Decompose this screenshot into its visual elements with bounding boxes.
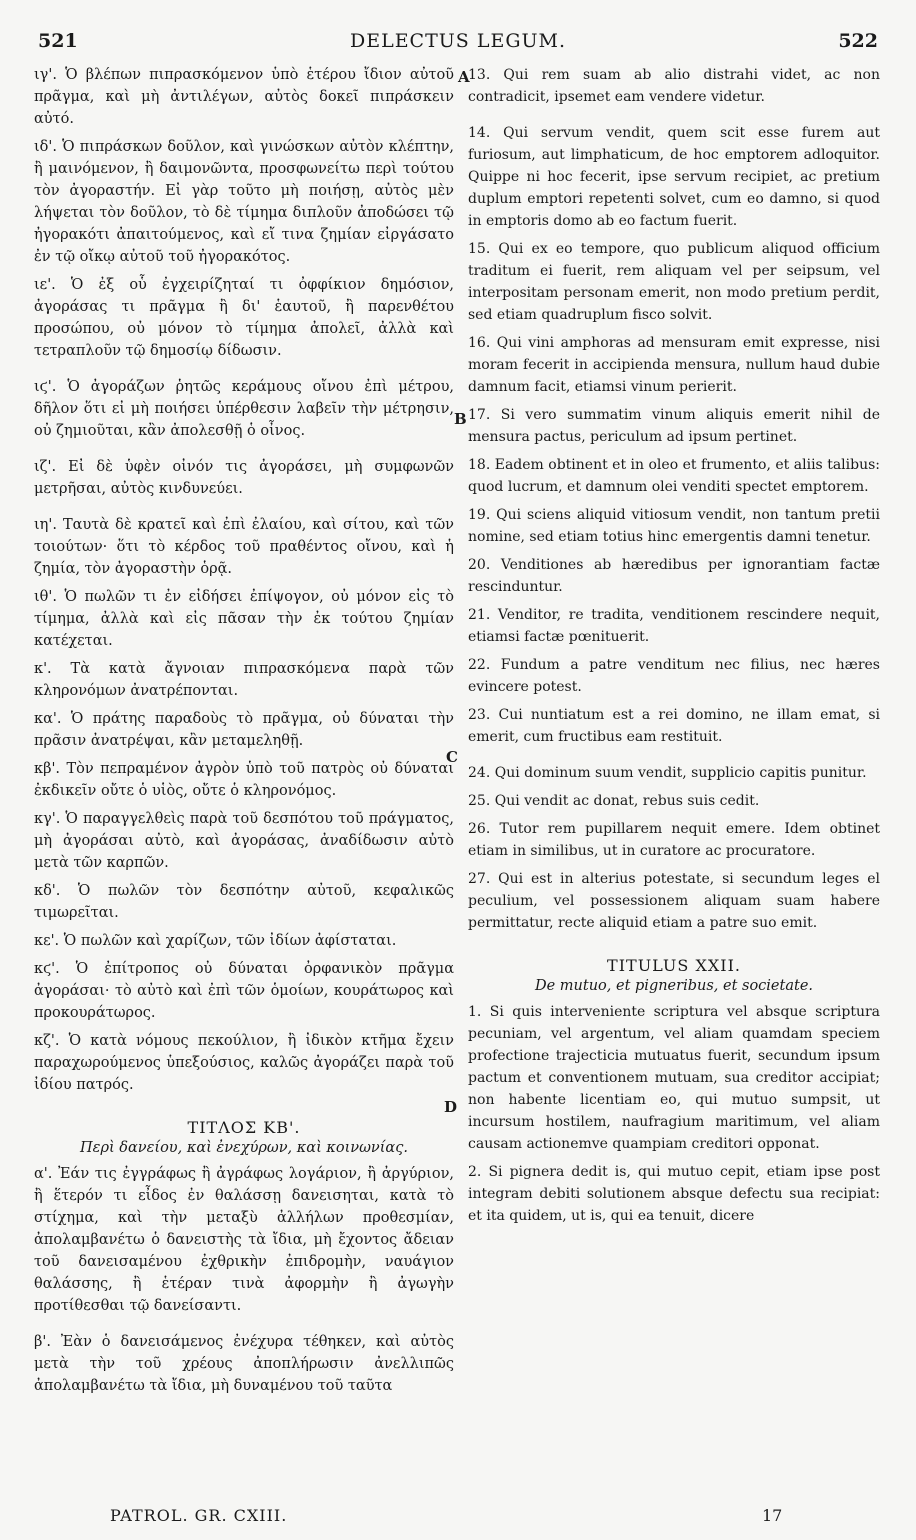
running-header <box>0 30 916 56</box>
greek-paragraph: κδ'. Ὁ πωλῶν τὸν δεσπότην αὐτοῦ, κεφαλικῶς τιμωρεῖται. <box>34 883 454 921</box>
greek-paragraph: κγ'. Ὁ παραγγελθεὶς παρὰ τοῦ δεσπότου τοῦ πράγματος, μὴ ἀγοράσαι αὐτὸ, καὶ ἀγοράσας, ἀναδίδωσιν αὐτὸ μετὰ τῶν καρπῶν. <box>34 811 454 871</box>
latin-paragraph: 18. Eadem obtinent et in oleo et frumento, et aliis talibus: quod lucrum, et damnum olei venditi spectet emptorem. <box>468 457 880 495</box>
margin-letter-d: D <box>444 1098 458 1116</box>
latin-paragraph: 25. Qui vendit ac donat, rebus suis cedit. <box>468 793 760 809</box>
page-number-left: 521 <box>38 30 78 52</box>
running-title: DELECTUS LEGUM. <box>349 30 567 52</box>
greek-title-block <box>34 1118 454 1159</box>
latin-paragraph: 21. Venditor, re tradita, venditionem rescindere nequit, etiamsi factæ pœnituerit. <box>468 607 880 645</box>
greek-paragraph: κ'. Τὰ κατὰ ἄγνοιαν πιπρασκόμενα παρὰ τῶν κληρονόμων ἀνατρέπονται. <box>34 661 454 699</box>
greek-paragraph: ιγ'. Ὁ βλέπων πιπρασκόμενον ὑπὸ ἑτέρου ἴδιον αὐτοῦ πρᾶγμα, καὶ μὴ ἀντιλέγων, αὐτὸς δοκεῖ πιπράσκειν αὐτό. <box>34 67 454 127</box>
latin-paragraph: 16. Qui vini amphoras ad mensuram emit expresse, nisi moram fecerit in accipienda mensura, nullum haud dubie damnum facit, etiamsi vinum perierit. <box>468 335 880 395</box>
margin-letter-b: B <box>454 410 467 428</box>
printer-signature: PATROL. GR. CXIII. <box>110 1506 288 1525</box>
latin-paragraph: 1. Si quis interveniente scriptura vel absque scriptura pecuniam, vel argentum, vel aliam quamdam speciem profectione trajecticia mutuatus fuerit, secundum ipsum pactum et conventionem mutuam, sua creditor accipiat; non habente licentiam eo, qui mutuo sumpsit, ut incursum hostilem, naufragium maritimum, vel aliam causam actionemve quampiam creditori opponat. <box>468 1004 880 1152</box>
latin-paragraph: 22. Fundum a patre venditum nec filius, nec hæres evincere potest. <box>468 657 880 695</box>
latin-paragraph: 26. Tutor rem pupillarem nequit emere. Idem obtinet etiam in similibus, ut in curatore ac procuratore. <box>468 821 880 859</box>
greek-paragraph: ιϛ'. Ὁ ἀγοράζων ῥητῶς κεράμους οἴνου ἐπὶ μέτρου, δῆλον ὅτι εἰ μὴ ποιήσει ὑπέρθεσιν λαβεῖν τὴν μέτρησιν, οὐ ζημιοῦται, κἂν ἀπολεσθῇ ὁ οἶνος. <box>34 379 454 439</box>
latin-subtitle: De mutuo, et pigneribus, et societate. <box>534 978 814 994</box>
latin-title-block <box>468 956 880 997</box>
latin-paragraph: 2. Si pignera dedit is, qui mutuo cepit, etiam ipse post integram debiti solutionem absque defectu sua recipiat: et ita quidem, ut is, qui ea tenuit, dicere <box>468 1164 880 1224</box>
greek-column <box>34 64 454 1500</box>
latin-title: TITULUS XXII. <box>607 956 741 975</box>
greek-subtitle: Περὶ δανείου, καὶ ἐνεχύρων, καὶ κοινωνίας. <box>80 1140 408 1156</box>
greek-paragraph: κϛ'. Ὁ ἐπίτροπος οὐ δύναται ὀρφανικὸν πρᾶγμα ἀγοράσαι· τὸ αὐτὸ καὶ ἐπὶ τῶν ὁμοίων, κουράτωρος καὶ προκουράτωρος. <box>34 961 454 1021</box>
latin-paragraph: 24. Qui dominum suum vendit, supplicio capitis punitur. <box>468 765 867 781</box>
latin-paragraph: 27. Qui est in alterius potestate, si secundum leges el peculium, vel possessionem aliquam suam habere permittatur, recte aliquid etiam a patre suo emit. <box>468 871 880 931</box>
margin-letter-a: A <box>458 68 470 86</box>
greek-paragraph: ιε'. Ὁ ἐξ οὗ ἐγχειρίζηταί τι ὀφφίκιον δημόσιον, ἀγοράσας τι πρᾶγμα ἢ δι' ἑαυτοῦ, ἢ παρενθέτου προσώπου, οὐ μόνον τὸ τίμημα ἀπολεῖ, ἀλλὰ καὶ τετραπλοῦν τῷ δημοσίῳ δίδωσιν. <box>34 277 454 359</box>
greek-paragraph: ιζ'. Εἰ δὲ ὑφὲν οἰνόν τις ἀγοράσει, μὴ συμφωνῶν μετρῆσαι, αὐτὸς κινδυνεύει. <box>34 459 454 497</box>
latin-paragraph: 20. Venditiones ab hæredibus per ignorantiam factæ rescinduntur. <box>468 557 880 595</box>
latin-paragraph: 17. Si vero summatim vinum aliquis emerit nihil de mensura pactus, periculum ad ipsum pertinet. <box>468 407 880 445</box>
latin-paragraph: 14. Qui servum vendit, quem scit esse furem aut furiosum, aut limphaticum, de hoc emptorem adloquitor. Quippe ni hoc fecerit, ipse servum recipiet, ac pretium duplum emptori repetenti solvet, cum eo damno, si quod in emptoris domo ab eo factum fuerit. <box>468 125 880 229</box>
greek-paragraph: ιθ'. Ὁ πωλῶν τι ἐν εἰδήσει ἐπίψογον, οὐ μόνον εἰς τὸ τίμημα, ἀλλὰ καὶ εἰς πᾶσαν τὴν ἐκ τούτου ζημίαν κατέχεται. <box>34 589 454 649</box>
latin-paragraph: 13. Qui rem suam ab alio distrahi videt, ac non contradicit, ipsemet eam vendere videtur. <box>468 67 880 105</box>
greek-paragraph: β'. Ἐὰν ὁ δανεισάμενος ἐνέχυρα τέθηκεν, καὶ αὐτὸς μετὰ τὴν τοῦ χρέους ἀποπλήρωσιν ἀνελλιπῶς ἀπολαμβανέτω τὰ ἴδια, μὴ δυναμένου τοῦ ταῦτα <box>34 1334 454 1394</box>
latin-column <box>468 64 880 1500</box>
greek-paragraph: κα'. Ὁ πράτης παραδοὺς τὸ πρᾶγμα, οὐ δύναται τὴν πρᾶσιν ἀνατρέψαι, κἂν μεταμεληθῇ. <box>34 711 454 749</box>
margin-letter-c: C <box>446 748 458 766</box>
greek-paragraph: κε'. Ὁ πωλῶν καὶ χαρίζων, τῶν ἰδίων ἀφίσταται. <box>34 933 397 949</box>
greek-paragraph: κζ'. Ὁ κατὰ νόμους πεκούλιον, ἢ ἰδικὸν κτῆμα ἔχειν παραχωρούμενος ὑπεξούσιος, καλῶς ἀγοράζει παρὰ τοῦ ἰδίου πατρός. <box>34 1033 454 1093</box>
latin-paragraph: 19. Qui sciens aliquid vitiosum vendit, non tantum pretii nomine, sed etiam totius hinc emergentis damni tenetur. <box>468 507 880 545</box>
greek-paragraph: α'. Ἐάν τις ἐγγράφως ἢ ἀγράφως λογάριον, ἢ ἀργύριον, ἢ ἕτερόν τι εἶδος ἐν θαλάσσῃ δανεισηται, κατὰ τὸ στίχημα, καὶ τὴν μεταξὺ ἀλλήλων προθεσμίαν, ἀπολαμβανέτω ὁ δανειστὴς τὰ ἴδια, μὴ ἔχοντος ἄδειαν τοῦ δανεισαμένου ἐχθρικὴν ἐπιδρομὴν, ναυάγιον θαλάσσης, ἢ ἑτέραν τινὰ ἀφορμὴν ἢ ἀγωγὴν προτίθεσθαι τῷ δανείσαντι. <box>34 1166 454 1314</box>
latin-paragraph: 23. Cui nuntiatum est a rei domino, ne illam emat, si emerit, cum fructibus eam restituit. <box>468 707 880 745</box>
greek-paragraph: ιη'. Ταυτὰ δὲ κρατεῖ καὶ ἐπὶ ἐλαίου, καὶ σίτου, καὶ τῶν τοιούτων· ὅτι τὸ κέρδος τοῦ πραθέντος οἴνου, καὶ ἡ ζημία, τὸν ἀγοραστὴν ὁρᾷ. <box>34 517 454 577</box>
page-number-right: 522 <box>838 30 878 52</box>
greek-paragraph: κβ'. Τὸν πεπραμένον ἀγρὸν ὑπὸ τοῦ πατρὸς οὐ δύναται ἐκδικεῖν οὔτε ὁ υἱὸς, οὔτε ὁ κληρονόμος. <box>34 761 454 799</box>
greek-paragraph: ιδ'. Ὁ πιπράσκων δοῦλον, καὶ γινώσκων αὐτὸν κλέπτην, ἢ μαινόμενον, ἢ δαιμονῶντα, προσφωνείτω περὶ τούτου τὸν ἀγοραστήν. Εἰ γὰρ τοῦτο μὴ ποιήσῃ, αὐτὸς μὲν λήψεται τὸν δοῦλον, τὸ δὲ τίμημα διπλοῦν ἀποδώσει τῷ ἠγορακότι ἀπαιτούμενος, καὶ εἴ τινα ζημίαν εἰργάσατο ἐν τῷ οἴκῳ αὐτοῦ τοῦ ἠγορακότος. <box>34 139 454 265</box>
sheet-number: 17 <box>762 1506 783 1525</box>
greek-title: ΤΙΤΛΟΣ ΚΒ'. <box>187 1118 301 1137</box>
latin-paragraph: 15. Qui ex eo tempore, quo publicum aliquod officium traditum ei fuerit, rem aliquam vel per seipsum, vel interpositam personam emerit, non modo pretium perdit, sed etiam quadruplum fisco solvit. <box>468 241 880 323</box>
